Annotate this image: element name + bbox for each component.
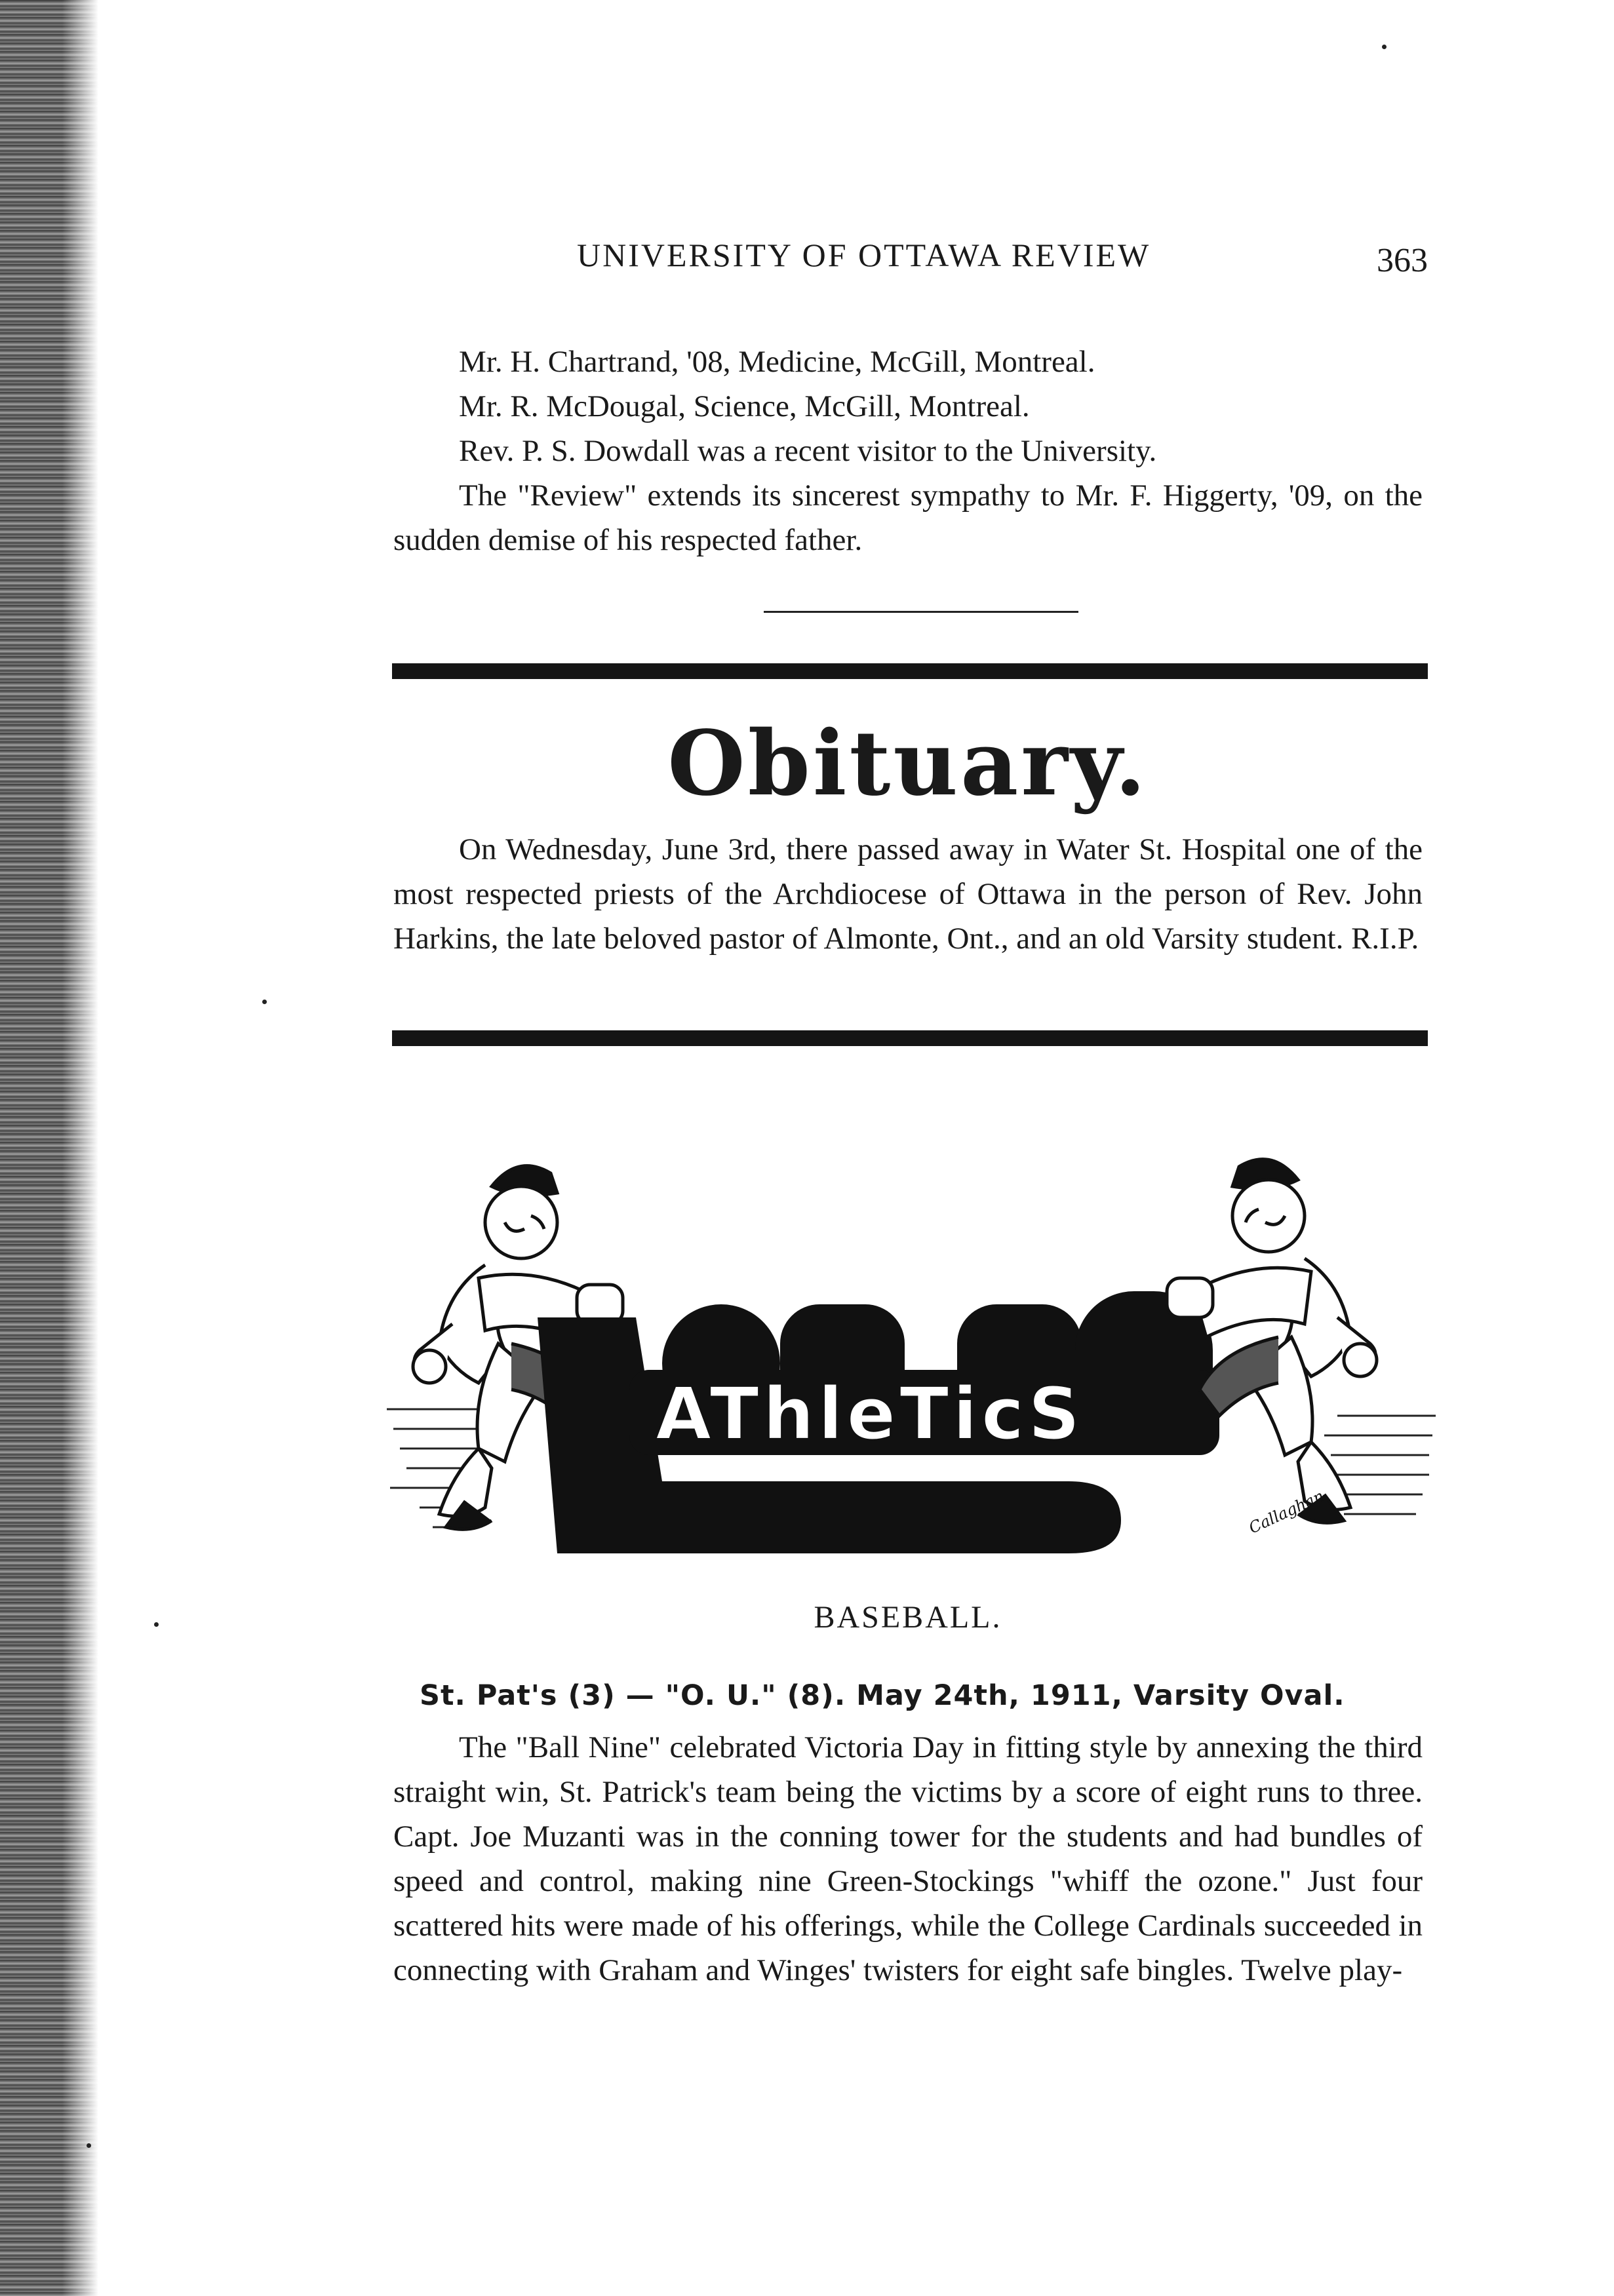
sympathy-note: The "Review" extends its sincerest sympathy to Mr. F. Higgerty, '09, on the sudden demise of his respected father. xyxy=(393,478,1423,557)
print-speck xyxy=(87,2143,91,2148)
athletics-banner-illustration xyxy=(380,1108,1442,1573)
running-head: UNIVERSITY OF OTTAWA REVIEW xyxy=(577,237,1151,273)
game-score-line: St. Pat's (3) — "O. U." (8). May 24th, 1911, Varsity Oval. xyxy=(420,1679,1345,1712)
athletics-word: AThleTicS xyxy=(656,1372,1084,1456)
obituary-text: On Wednesday, June 3rd, there passed away in Water St. Hospital one of the most respected priests of the Archdiocese of Ottawa in the person of Rev. John Harkins, the late beloved pastor of Almonte, Ont., and an old Varsity student. R.I.P. xyxy=(393,832,1423,956)
print-speck xyxy=(1382,45,1387,49)
baseball-report: The "Ball Nine" celebrated Victoria Day in fitting style by annexing the third straight win, St. Patrick's team being the victims by a score of eight runs to three. Capt. Joe Muzanti was in the conning tower for the students and had bundles of speed and control, making nine Green-Stockings "whiff the ozone." Just four scattered hits were made of his offerings, while the College Cardinals succeeded in connecting with Graham and Winges' twisters for eight safe bingles. Twelve play- xyxy=(393,1730,1423,1987)
print-speck xyxy=(262,1000,267,1004)
obituary-top-rule xyxy=(392,663,1428,679)
personal-note: Mr. H. Chartrand, '08, Medicine, McGill, Montreal. xyxy=(459,345,1095,379)
obituary-bottom-rule xyxy=(392,1030,1428,1046)
athletics-lettering xyxy=(538,1291,1219,1553)
personal-note: Rev. P. S. Dowdall was a recent visitor to the University. xyxy=(459,434,1157,468)
baseball-heading: BASEBALL. xyxy=(814,1600,1002,1635)
page-number: 363 xyxy=(1377,242,1428,279)
section-divider xyxy=(764,611,1078,613)
personal-note: Mr. R. McDougal, Science, McGill, Montreal. xyxy=(459,389,1030,423)
print-speck xyxy=(154,1622,159,1627)
artist-signature: Callaghan xyxy=(1246,1487,1327,1538)
obituary-title: Obituary. xyxy=(667,711,1149,816)
